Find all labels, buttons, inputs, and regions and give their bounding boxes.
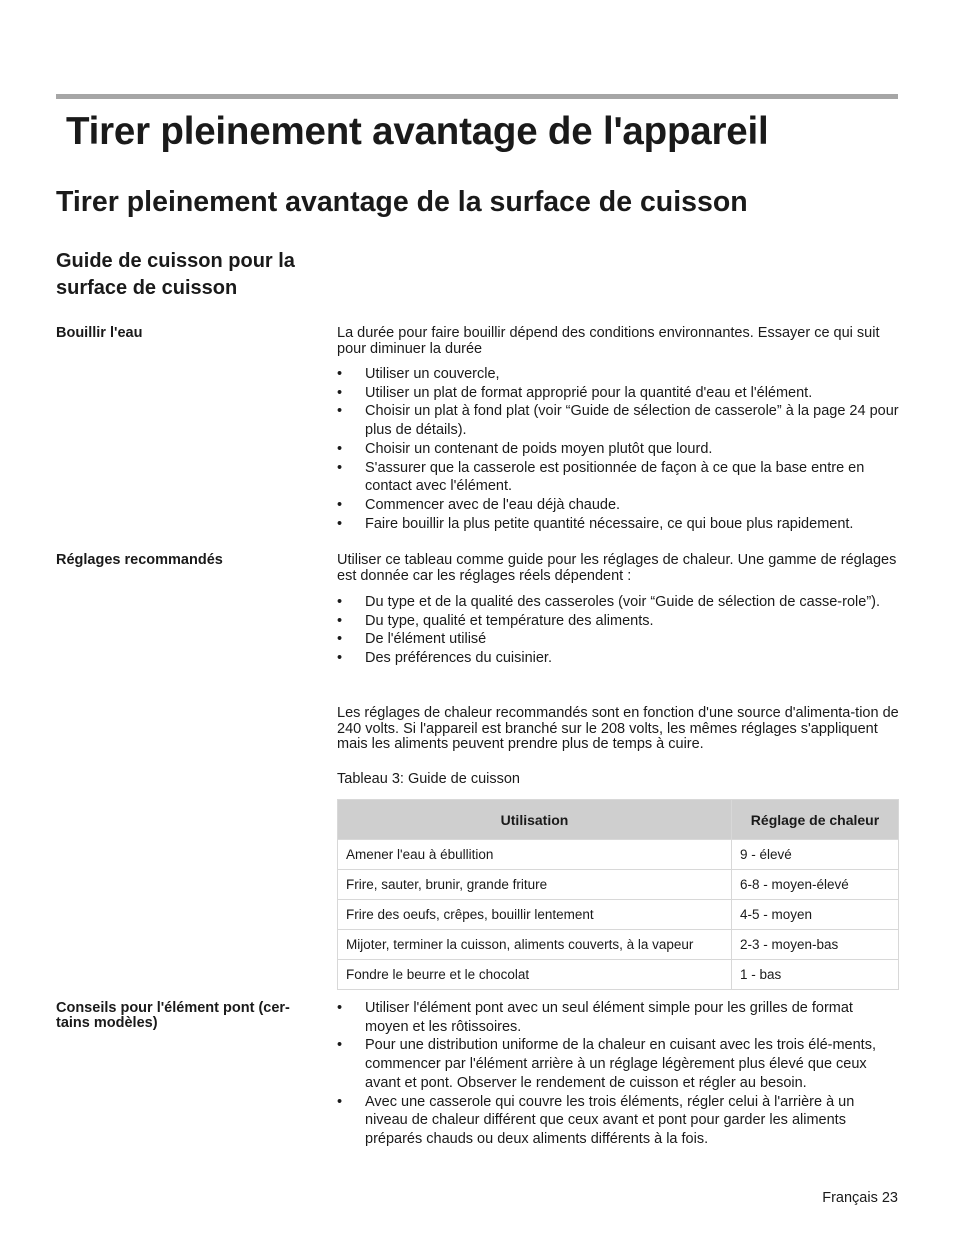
bridge-label: Conseils pour l'élément pont (cer-tains modèles) [56,1000,290,1031]
list-item: • Du type et de la qualité des casseroles (voir “Guide de sélection de casse-role”). [337,594,881,610]
cooking-guide-table [337,799,899,990]
list-item: • Commencer avec de l'eau déjà chaude. [337,496,621,513]
list-item: • De l'élément utilisé [337,631,487,648]
boil-list [337,365,899,533]
subsection-title: Guide de cuisson pour la surface de cuisson [56,250,295,299]
table-cell: 9 - élevé [732,840,899,870]
table-row [338,960,899,990]
table-row [338,900,899,930]
boil-label: Bouillir l'eau [56,325,143,341]
table-cell: 4-5 - moyen [732,900,899,930]
list-item: • Des préférences du cuisinier. [337,650,552,667]
page-title: Tirer pleinement avantage de l'appareil [66,110,769,153]
table-cell: Frire des oeufs, crêpes, bouillir lentement [338,900,732,930]
top-rule [56,94,898,99]
table-row [338,840,899,870]
table-cell: 2-3 - moyen-bas [732,930,899,960]
page-number: Français 23 [822,1190,898,1206]
boil-intro: La durée pour faire bouillir dépend des conditions environnantes. Essayer ce qui suit pour diminuer la durée [337,325,880,357]
list-item: • Pour une distribution uniforme de la chaleur en cuisant avec les trois élé-ments, commencer par l'élément arrière à un réglage légèrement plus élevé que ceux avant et pont. Observer le rendement de cuisson et régler au besoin. [337,1037,876,1091]
list-item: • Faire bouillir la plus petite quantité nécessaire, ce qui boue plus rapidement. [337,515,854,532]
table-caption: Tableau 3: Guide de cuisson [337,771,520,787]
list-item: • Utiliser un couvercle, [337,366,500,382]
list-item: • Choisir un contenant de poids moyen plutôt que lourd. [337,440,713,457]
table-cell: Fondre le beurre et le chocolat [338,960,732,990]
table-cell: Frire, sauter, brunir, grande friture [338,870,732,900]
table-header-row [338,800,899,840]
voltage-note: Les réglages de chaleur recommandés sont en fonction d'une source d'alimenta-tion de 240 volts. Si l'appareil est branché sur le 208 volts, les mêmes réglages s'appliquent mais les aliments peuvent prendre plus de temps à cuire. [337,705,899,752]
table-cell: 6-8 - moyen-élevé [732,870,899,900]
column-header: Réglage de chaleur [732,800,899,840]
list-item: • Choisir un plat à fond plat (voir “Guide de sélection de casserole” à la page 24 pour plus de détails). [337,403,899,439]
list-item: • Du type, qualité et température des aliments. [337,612,654,629]
list-item: • Utiliser un plat de format approprié pour la quantité d'eau et l'élément. [337,384,813,401]
table-row [338,930,899,960]
list-item: • S'assurer que la casserole est positionnée de façon à ce que la base entre en contact avec l'élément. [337,459,865,495]
table-cell: Amener l'eau à ébullition [338,840,732,870]
list-item: • Utiliser l'élément pont avec un seul élément simple pour les grilles de format moyen et les rôtissoires. [337,1000,853,1035]
table-cell: Mijoter, terminer la cuisson, aliments couverts, à la vapeur [338,930,732,960]
table-row [338,870,899,900]
settings-intro: Utiliser ce tableau comme guide pour les réglages de chaleur. Une gamme de réglages est donnée car les réglages réels dépendent : [337,552,897,584]
settings-label: Réglages recommandés [56,552,223,568]
list-item: • Avec une casserole qui couvre les trois éléments, régler celui à l'arrière à un niveau de chaleur différent que ceux avant et pont pour garder les aliments préparés chauds ou deux aliments différents à la fois. [337,1093,855,1147]
settings-list [337,593,899,668]
table-cell: 1 - bas [732,960,899,990]
bridge-list [337,999,899,1149]
column-header: Utilisation [338,800,732,840]
section-title: Tirer pleinement avantage de la surface de cuisson [56,186,748,218]
